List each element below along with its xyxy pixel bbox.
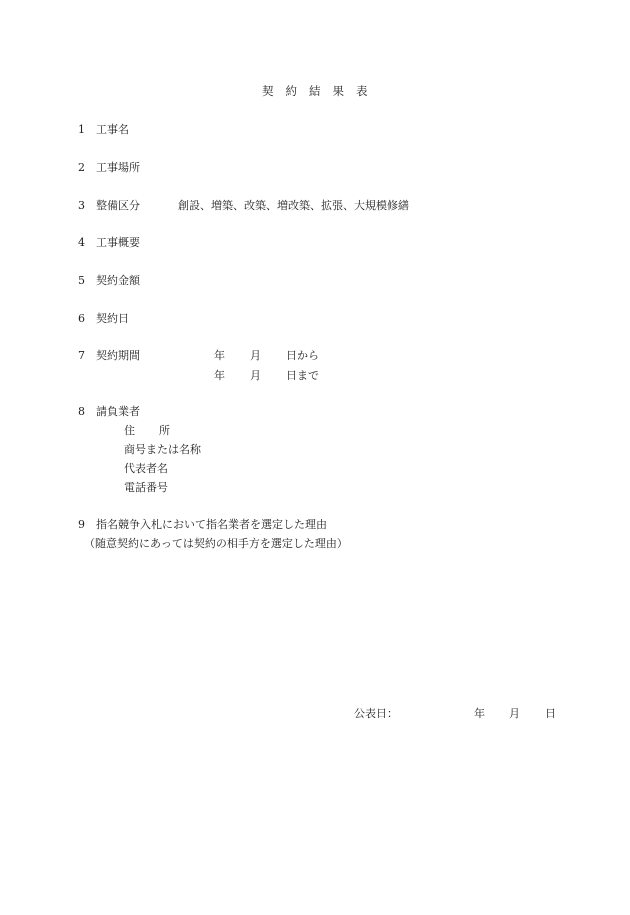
item-label-selection-reason-note: （随意契約にあっては契約の相手方を選定した理由）: [84, 537, 348, 550]
title-char: 約: [285, 84, 297, 98]
contractor-representative-label: 代表者名: [124, 462, 168, 475]
item-label-contract-amount: 契約金額: [96, 274, 140, 287]
publication-month: 月: [509, 707, 520, 720]
item-number: 8: [78, 405, 85, 418]
item-label-contract-period: 契約期間: [96, 349, 140, 362]
title-char: 果: [332, 84, 344, 98]
item-label-contractor: 請負業者: [96, 405, 140, 418]
title-char: 結: [309, 84, 321, 98]
item-number: 7: [78, 349, 85, 362]
item-label-construction-overview: 工事概要: [96, 236, 140, 249]
title-char: 契: [262, 84, 274, 98]
contractor-address-label-2: 所: [159, 424, 170, 437]
contractor-name-label: 商号または名称: [124, 443, 201, 456]
period-start-year: 年: [214, 349, 225, 362]
maintenance-category-options: 創設、増築、改築、増改築、拡張、大規模修繕: [178, 199, 409, 212]
contractor-address-label-1: 住: [124, 424, 135, 437]
period-end-day: 日まで: [286, 369, 319, 382]
title-char: 表: [356, 84, 368, 98]
period-end-month: 月: [250, 369, 261, 382]
item-number: 4: [78, 236, 85, 249]
item-label-construction-name: 工事名: [96, 123, 129, 136]
item-number: 3: [78, 199, 85, 212]
period-start-month: 月: [250, 349, 261, 362]
period-end-year: 年: [214, 369, 225, 382]
item-label-selection-reason: 指名競争入札において指名業者を選定した理由: [96, 518, 327, 531]
publication-date-label: 公表日：: [354, 707, 398, 720]
contractor-phone-label: 電話番号: [124, 481, 168, 494]
publication-day: 日: [545, 707, 556, 720]
item-number: 1: [78, 123, 85, 136]
period-start-day: 日から: [286, 349, 319, 362]
document-title: [262, 84, 368, 98]
item-number: 6: [78, 312, 85, 325]
item-number: 5: [78, 274, 85, 287]
publication-year: 年: [474, 707, 485, 720]
item-number: 9: [78, 518, 85, 531]
item-label-construction-site: 工事場所: [96, 161, 140, 174]
item-label-maintenance-category: 整備区分: [96, 199, 140, 212]
item-label-contract-date: 契約日: [96, 312, 129, 325]
item-number: 2: [78, 161, 85, 174]
